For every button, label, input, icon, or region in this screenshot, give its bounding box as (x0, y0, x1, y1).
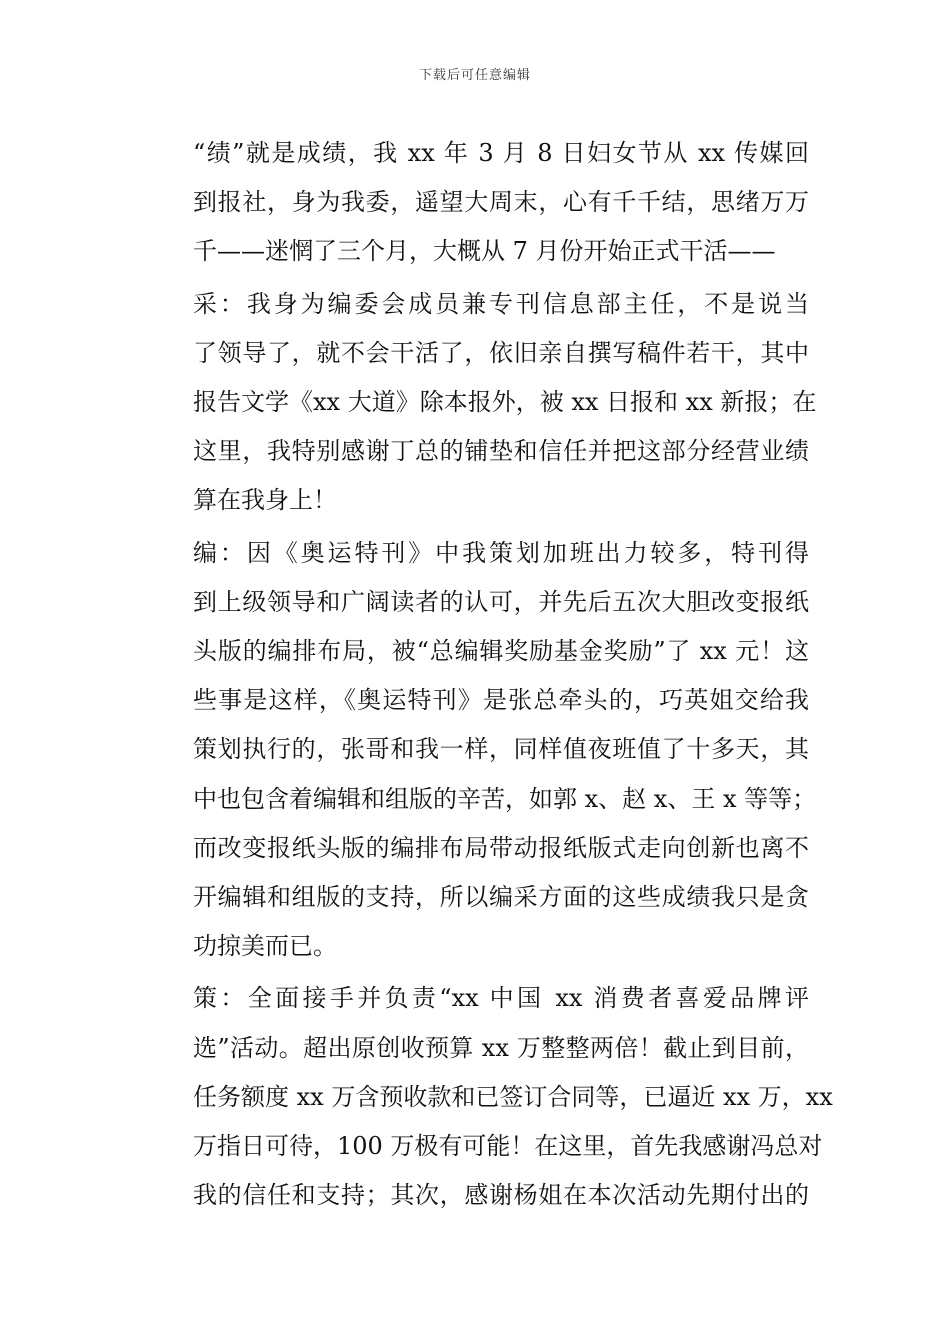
text-line: 到报社，身为我委，遥望大周末，心有千千结，思绪万万 (193, 188, 809, 217)
text-line: 报告文学《xx 大道》除本报外，被 xx 日报和 xx 新报；在 (193, 388, 817, 417)
paragraph-editing (145, 529, 817, 972)
text-line: 策划执行的，张哥和我一样，同样值夜班值了十多天，其 (193, 735, 809, 764)
text-line: 开编辑和组版的支持，所以编采方面的这些成绩我只是贪 (193, 883, 809, 912)
text-line: 了领导了，就不会干活了，依旧亲自撰写稿件若干，其中 (193, 338, 809, 367)
paragraph-reporting (145, 280, 817, 526)
text-line: 功掠美而已。 (193, 932, 337, 961)
text-line: 到上级领导和广阔读者的认可，并先后五次大胆改变报纸 (193, 587, 809, 616)
text-line: 策：全面接手并负责“xx 中国 xx 消费者喜爱品牌评 (193, 984, 809, 1013)
text-line: 这里，我特别感谢丁总的铺垫和信任并把这部分经营业绩 (193, 437, 809, 466)
text-line: 而改变报纸头版的编排布局带动报纸版式走向创新也离不 (193, 833, 809, 862)
text-line: “绩”就是成绩，我 xx 年 3 月 8 日妇女节从 xx 传媒回 (193, 139, 809, 167)
paragraph-achievement (145, 129, 809, 277)
text-line: 算在我身上！ (193, 486, 337, 515)
text-line: 些事是这样，《奥运特刊》是张总牵头的，巧英姐交给我 (193, 686, 809, 715)
paragraph-planning (145, 974, 833, 1220)
text-line: 任务额度 xx 万含预收款和已签订合同等，已逼近 xx 万，xx (193, 1082, 833, 1111)
document-body (145, 129, 833, 1220)
text-line: 编：因《奥运特刊》中我策划加班出力较多，特刊得 (193, 538, 809, 567)
text-line: 中也包含着编辑和组版的辛苦，如郭 x、赵 x、王 x 等等； (193, 784, 817, 813)
text-line: 千——迷惘了三个月，大概从 7 月份开始正式干活—— (193, 237, 776, 266)
text-line: 选”活动。超出原创收预算 xx 万整整两倍！截止到目前， (193, 1033, 809, 1062)
page-header: 下载后可任意编辑 (418, 68, 531, 83)
text-line: 万指日可待，100 万极有可能！在这里，首先我感谢冯总对 (193, 1132, 823, 1161)
text-line: 我的信任和支持；其次，感谢杨姐在本次活动先期付出的 (193, 1181, 809, 1210)
text-line: 采：我身为编委会成员兼专刊信息部主任，不是说当 (193, 289, 809, 318)
text-line: 头版的编排布局，被“总编辑奖励基金奖励”了 xx 元！这 (193, 637, 809, 666)
